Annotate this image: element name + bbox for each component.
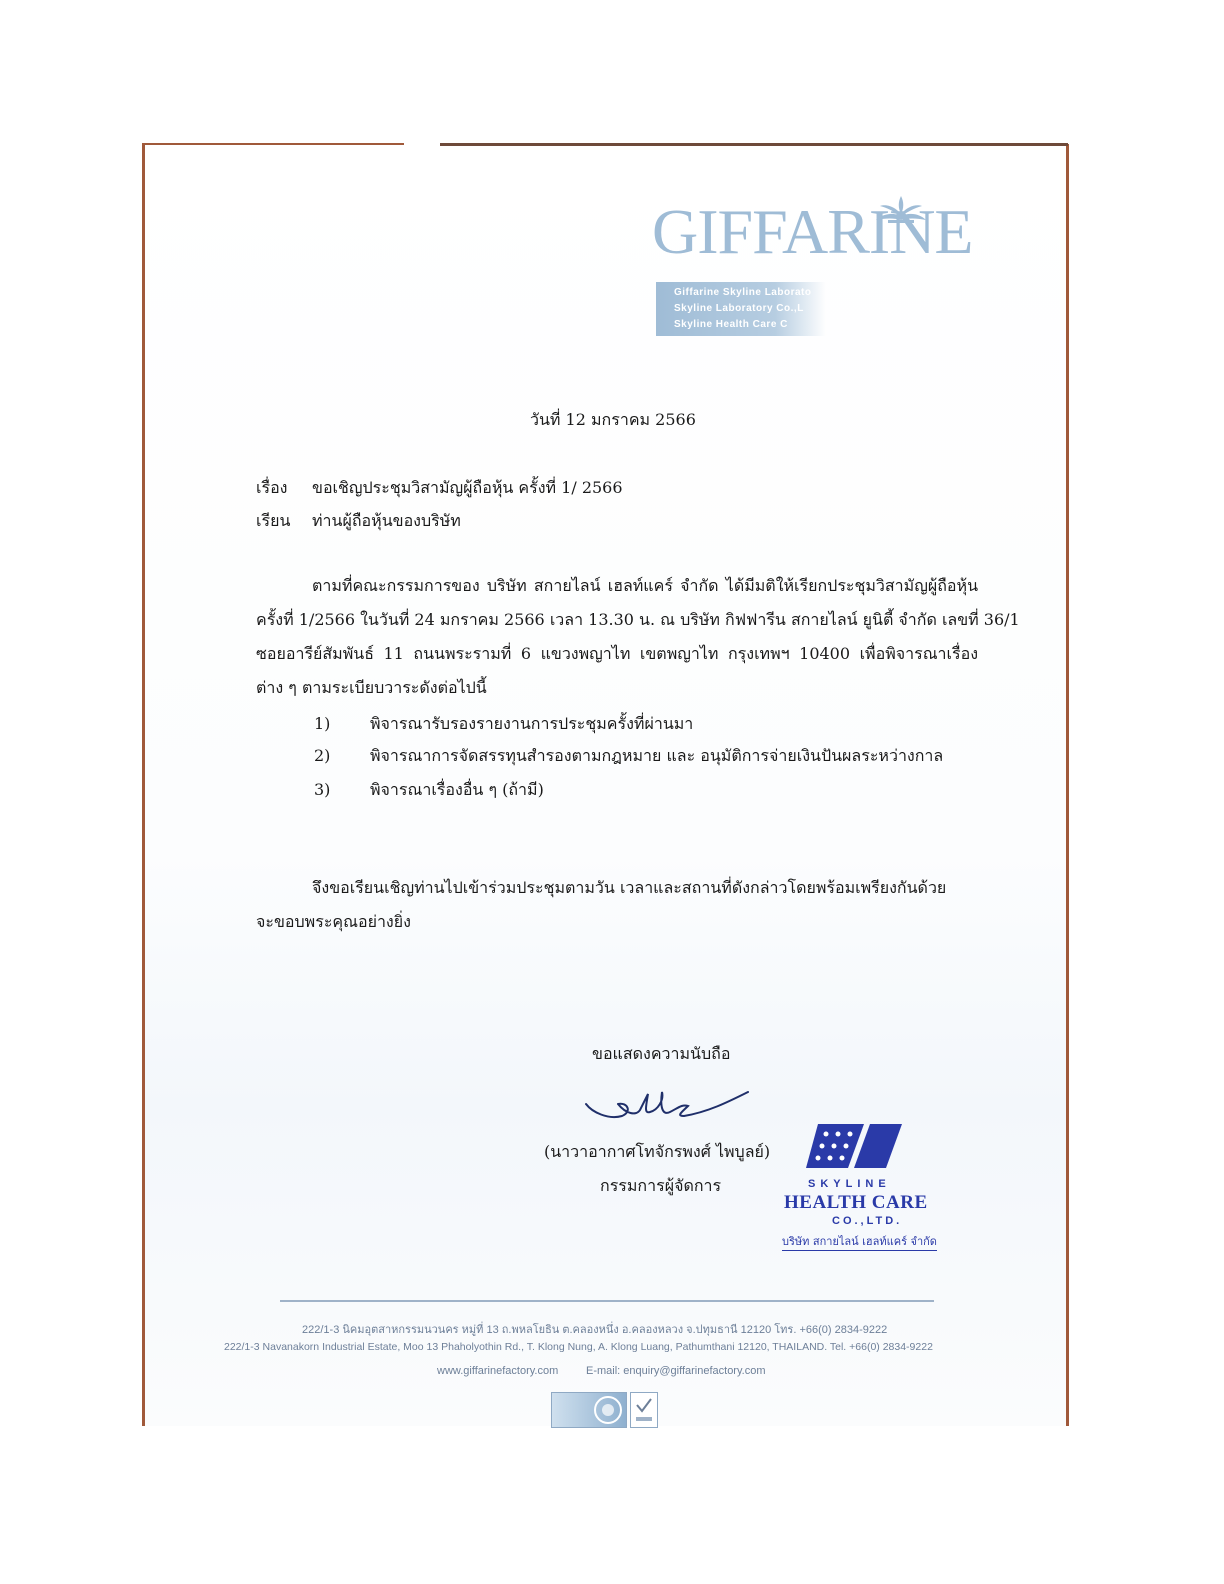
agenda-item: พิจารณาเรื่องอื่น ๆ (ถ้ามี) (370, 780, 544, 799)
subject-text: ขอเชิญประชุมวิสามัญผู้ถือหุ้น ครั้งที่ 1/ 2566 (312, 478, 623, 497)
paper-edge-top (142, 143, 404, 145)
stamp-text: SKYLINE (808, 1178, 891, 1190)
paper-edge-right (1066, 144, 1069, 1426)
giffarine-logo (652, 194, 998, 344)
agenda-number: 2) (314, 746, 331, 765)
footer-email: E-mail: enquiry@giffarinefactory.com (586, 1365, 766, 1377)
certification-badge (551, 1392, 627, 1428)
certification-check-icon (631, 1393, 657, 1427)
letter-date: วันที่ 12 มกราคม 2566 (530, 410, 696, 429)
signatory-title: กรรมการผู้จัดการ (600, 1176, 722, 1195)
regards-text: ขอแสดงความนับถือ (592, 1044, 731, 1063)
logo-wordmark: GIFFARINE (652, 196, 973, 267)
closing-line: จะขอบพระคุณอย่างยิ่ง (256, 912, 411, 931)
agenda-item: พิจารณาการจัดสรรทุนสำรองตามกฎหมาย และ อนุมัติการจ่ายเงินปันผลระหว่างกาล (370, 746, 944, 765)
closing-line: จึงขอเรียนเชิญท่านไปเข้าร่วมประชุมตามวัน เวลาและสถานที่ดังกล่าวโดยพร้อมเพรียงกันด้วย (312, 878, 947, 897)
agenda-number: 1) (314, 714, 331, 733)
handwritten-signature (578, 1082, 758, 1132)
logo-company-band (656, 282, 826, 336)
agenda-number: 3) (314, 780, 331, 799)
logo-line: Skyline Laboratory Co.,L (674, 303, 804, 314)
stamp-text: HEALTH CARE (784, 1192, 928, 1213)
footer-address-en: 222/1-3 Navanakorn Industrial Estate, Moo 13 Phaholyothin Rd., T. Klong Nung, A. Klong Luang, Pathumthani 12120, THAILAND. Tel. +66(0) 2834-9222 (224, 1341, 933, 1353)
signatory-name: (นาวาอากาศโทจักรพงศ์ ไพบูลย์) (544, 1142, 771, 1161)
certification-badge (630, 1392, 658, 1428)
footer-address-th: 222/1-3 นิคมอุตสาหกรรมนวนคร หมู่ที่ 13 ถ.พหลโยธิน ต.คลองหนึ่ง อ.คลองหลวง จ.ปทุมธานี 12120 โทร. +66(0) 2834-9222 (302, 1324, 888, 1336)
stamp-emblem-icon (804, 1120, 904, 1172)
body-line: ต่าง ๆ ตามระเบียบวาระดังต่อไปนี้ (256, 678, 487, 697)
agenda-item: พิจารณารับรองรายงานการประชุมครั้งที่ผ่านมา (370, 714, 694, 733)
stamp-text: CO.,LTD. (832, 1215, 903, 1227)
footer-website: www.giffarinefactory.com (437, 1365, 559, 1377)
certification-seal-icon (552, 1393, 626, 1427)
company-stamp (780, 1120, 937, 1252)
body-line: ตามที่คณะกรรมการของ บริษัท สกายไลน์ เฮลท์แคร์ จำกัด ได้มีมติให้เรียกประชุมวิสามัญผู้ถือหุ้น (312, 576, 978, 595)
logo-line: Giffarine Skyline Laborato (674, 287, 812, 298)
recipient-label: เรียน (256, 511, 291, 530)
body-line: ครั้งที่ 1/2566 ในวันที่ 24 มกราคม 2566 เวลา 13.30 น. ณ บริษัท กิฟฟารีน สกายไลน์ ยูนิตี้ จำกัด เลขที่ 36/1 (256, 610, 1020, 629)
logo-line: Skyline Health Care C (674, 319, 788, 330)
stamp-text: บริษัท สกายไลน์ เฮลท์แคร์ จำกัด (782, 1232, 937, 1251)
recipient-text: ท่านผู้ถือหุ้นของบริษัท (312, 511, 461, 530)
footer-divider (280, 1300, 934, 1302)
subject-label: เรื่อง (256, 478, 288, 497)
body-line: ซอยอารีย์สัมพันธ์ 11 ถนนพระรามที่ 6 แขวงพญาไท เขตพญาไท กรุงเทพฯ 10400 เพื่อพิจารณาเรื่อง (256, 644, 978, 663)
